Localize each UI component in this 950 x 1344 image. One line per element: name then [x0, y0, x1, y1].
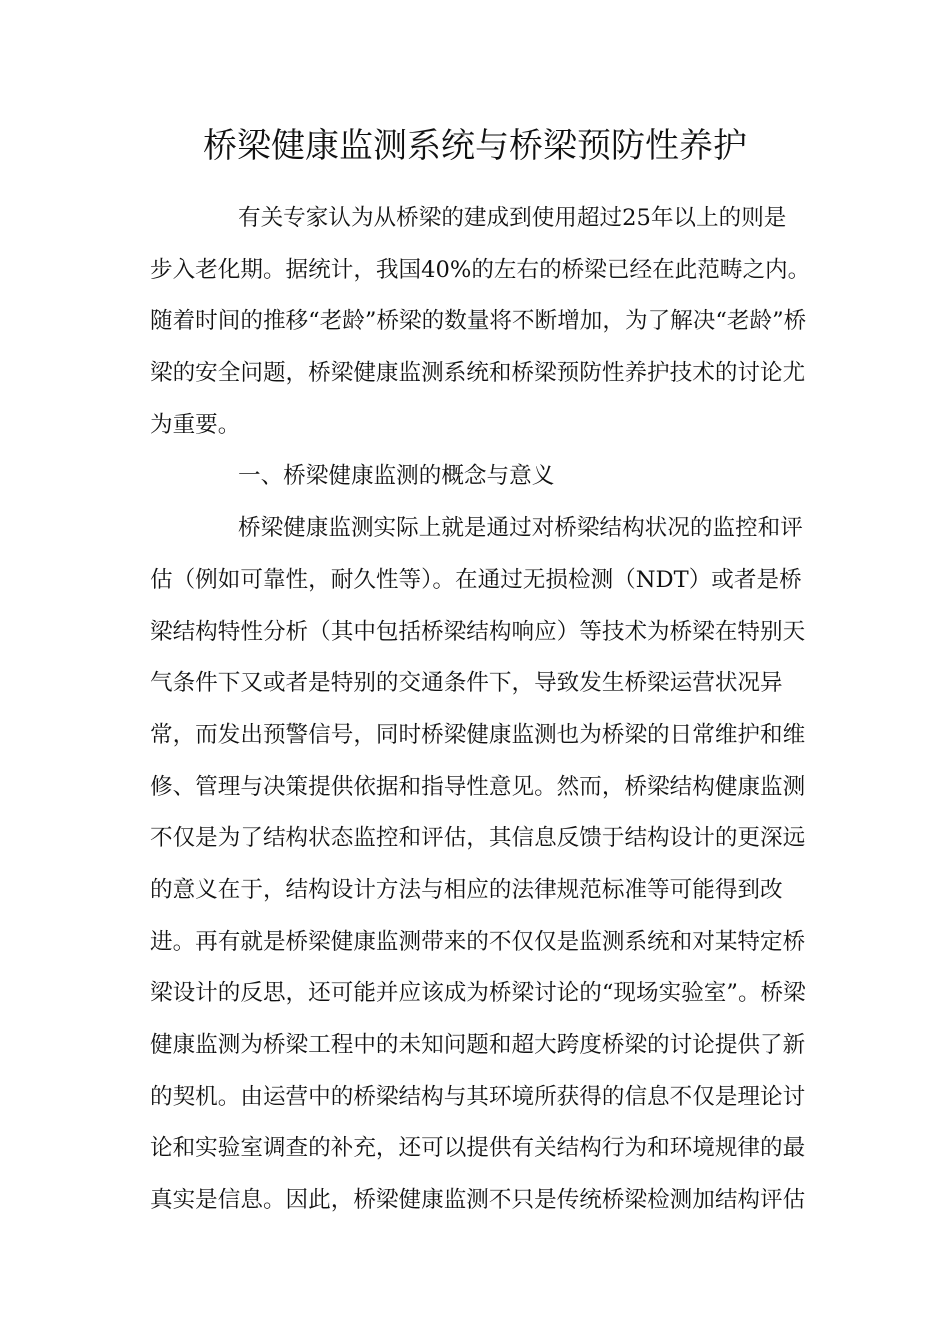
text-line: 进。再有就是桥梁健康监测带来的不仅仅是监测系统和对某特定桥: [150, 928, 806, 955]
document-title: 桥梁健康监测系统与桥梁预防性养护: [203, 126, 747, 166]
text-line: 桥梁健康监测实际上就是通过对桥梁结构状况的监控和评: [238, 515, 803, 542]
text-line: 有关专家认为从桥梁的建成到使用超过25年以上的则是: [238, 205, 787, 231]
text-line: 的契机。由运营中的桥梁结构与其环境所获得的信息不仅是理论讨: [150, 1083, 806, 1110]
text-line: 不仅是为了结构状态监控和评估，其信息反馈于结构设计的更深远: [150, 825, 806, 852]
section-heading: 一、桥梁健康监测的概念与意义: [238, 463, 555, 490]
text-line: 为重要。: [150, 411, 241, 438]
text-line: 真实是信息。因此，桥梁健康监测不只是传统桥梁检测加结构评估: [150, 1187, 806, 1214]
text-line: 常，而发出预警信号，同时桥梁健康监测也为桥梁的日常维护和维: [150, 721, 806, 748]
text-line: 随着时间的推移“老龄”桥梁的数量将不断增加，为了解决“老龄”桥: [150, 308, 807, 335]
text-line: 气条件下又或者是特别的交通条件下，导致发生桥梁运营状况异: [150, 670, 783, 697]
text-line: 论和实验室调查的补充，还可以提供有关结构行为和环境规律的最: [150, 1135, 806, 1162]
text-line: 修、管理与决策提供依据和指导性意见。然而，桥梁结构健康监测: [150, 773, 806, 800]
text-line: 梁结构特性分析（其中包括桥梁结构响应）等技术为桥梁在特别天: [150, 618, 806, 645]
document-body: [150, 193, 811, 1227]
text-line: 的意义在于，结构设计方法与相应的法律规范标准等可能得到改: [150, 876, 783, 903]
text-line: 梁设计的反思，还可能并应该成为桥梁讨论的“现场实验室”。桥梁: [150, 980, 806, 1007]
text-line: 梁的安全问题，桥梁健康监测系统和桥梁预防性养护技术的讨论尤: [150, 360, 806, 387]
text-line: 步入老化期。据统计，我国40%的左右的桥梁已经在此范畴之内。: [150, 256, 811, 283]
text-line: 健康监测为桥梁工程中的未知问题和超大跨度桥梁的讨论提供了新: [150, 1032, 806, 1058]
text-line: 估（例如可靠性，耐久性等）。在通过无损检测（NDT）或者是桥: [150, 566, 802, 593]
